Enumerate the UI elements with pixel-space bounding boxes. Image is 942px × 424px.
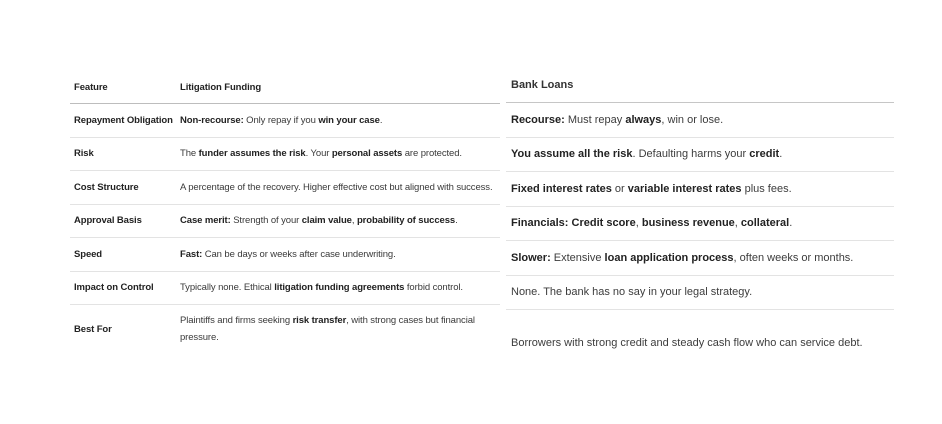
table-row-impact-on-control xyxy=(70,272,500,306)
bank-loans-cell xyxy=(506,241,894,276)
text-fragment: The xyxy=(180,148,199,160)
text-fragment: , often weeks or months. xyxy=(733,251,854,264)
bank-loans-cell xyxy=(506,172,894,207)
bold-phrase: claim value xyxy=(301,215,352,227)
bold-phrase: collateral xyxy=(740,217,790,230)
text-fragment: Can be days or weeks after case underwriting. xyxy=(202,248,396,260)
bold-phrase: litigation funding agreements xyxy=(274,282,405,294)
text-fragment: , xyxy=(635,217,642,230)
litigation-funding-cell xyxy=(180,246,500,263)
bold-phrase: risk transfer xyxy=(292,315,347,326)
bold-phrase: Fast: xyxy=(180,248,203,260)
feature-label: Speed xyxy=(74,248,103,260)
bold-phrase: Financials: Credit score xyxy=(511,217,636,230)
bank-loans-cell xyxy=(506,138,894,173)
text-fragment: . xyxy=(455,215,458,227)
bold-phrase: win your case xyxy=(318,114,380,126)
text-fragment: are protected. xyxy=(402,148,462,160)
text-fragment: None. The bank has no say in your legal strategy. xyxy=(511,286,753,299)
text-fragment: . Your xyxy=(305,148,332,160)
bank-loans-cell-text xyxy=(511,183,792,195)
bold-phrase: probability of success xyxy=(356,215,456,227)
litigation-funding-table xyxy=(70,72,500,353)
bold-phrase: You assume all the risk xyxy=(511,148,633,161)
bank-loans-cell-text xyxy=(511,217,792,229)
bank-loans-cell xyxy=(506,276,894,311)
table-row-speed xyxy=(70,238,500,272)
table-row-approval-basis xyxy=(70,205,500,239)
bank-loans-cell-text xyxy=(511,148,782,160)
feature-column-header: Feature xyxy=(74,82,108,93)
litigation-funding-cell xyxy=(180,112,500,129)
litigation-funding-cell xyxy=(180,312,500,346)
bank-loans-column-header: Bank Loans xyxy=(506,68,894,103)
bank-loans-cell-text xyxy=(511,252,853,264)
text-fragment: Must repay xyxy=(564,113,626,126)
bold-phrase: business revenue xyxy=(641,217,735,230)
text-fragment: , with strong cases but financial pressure. xyxy=(180,315,475,343)
left-table-header-row xyxy=(70,72,500,104)
feature-label: Approval Basis xyxy=(74,215,142,227)
bold-phrase: variable interest rates xyxy=(627,182,742,195)
feature-label: Risk xyxy=(74,148,94,160)
text-fragment: Typically none. Ethical xyxy=(180,282,275,294)
text-fragment: plus fees. xyxy=(741,182,792,195)
text-fragment: , win or lose. xyxy=(661,113,724,126)
bank-loans-cell xyxy=(506,207,894,242)
text-fragment: Extensive xyxy=(550,251,605,264)
litigation-funding-cell xyxy=(180,212,500,229)
bank-loans-cell-text xyxy=(511,114,723,126)
bank-loans-cell xyxy=(506,103,894,138)
table-row-risk xyxy=(70,138,500,172)
litigation-funding-cell xyxy=(180,145,500,162)
text-fragment: Plaintiffs and firms seeking xyxy=(180,315,293,326)
bold-phrase: funder assumes the risk xyxy=(198,148,306,160)
bold-phrase: always xyxy=(625,113,662,126)
bold-phrase: Slower: xyxy=(511,251,551,264)
bold-phrase: Recourse: xyxy=(511,113,565,126)
text-fragment: forbid control. xyxy=(404,282,463,294)
text-fragment: Strength of your xyxy=(230,215,302,227)
litigation-funding-cell xyxy=(180,179,500,196)
table-row-cost-structure xyxy=(70,171,500,205)
bold-phrase: Fixed interest rates xyxy=(511,182,612,195)
litigation-funding-column-header: Litigation Funding xyxy=(180,82,262,93)
bold-phrase: loan application process xyxy=(604,251,734,264)
text-fragment: , xyxy=(734,217,741,230)
text-fragment: , xyxy=(351,215,357,227)
text-fragment: A percentage of the recovery. Higher effective cost but aligned with success. xyxy=(180,181,493,193)
text-fragment: . xyxy=(379,114,383,126)
text-fragment: or xyxy=(611,182,628,195)
litigation-funding-cell xyxy=(180,279,500,296)
feature-label: Repayment Obligation xyxy=(74,114,173,126)
bank-loans-cell-text xyxy=(511,337,863,349)
bold-phrase: credit xyxy=(749,148,780,161)
text-fragment: . xyxy=(789,217,793,230)
bank-loans-cell xyxy=(506,310,894,367)
text-fragment: Only repay if you xyxy=(243,114,319,126)
bold-phrase: Case merit: xyxy=(180,215,231,227)
bold-phrase: Non-recourse: xyxy=(180,114,244,126)
bank-loans-table xyxy=(506,68,894,367)
bold-phrase: personal assets xyxy=(331,148,403,160)
feature-label: Best For xyxy=(74,323,112,335)
feature-label: Impact on Control xyxy=(74,282,154,294)
table-row-best-for xyxy=(70,305,500,353)
text-fragment: Borrowers with strong credit and steady cash flow who can service debt. xyxy=(511,336,863,349)
text-fragment: . Defaulting harms your xyxy=(632,148,750,161)
table-row-repayment-obligation xyxy=(70,104,500,138)
text-fragment: . xyxy=(779,148,783,161)
feature-label: Cost Structure xyxy=(74,181,139,193)
bank-loans-cell-text xyxy=(511,286,752,298)
